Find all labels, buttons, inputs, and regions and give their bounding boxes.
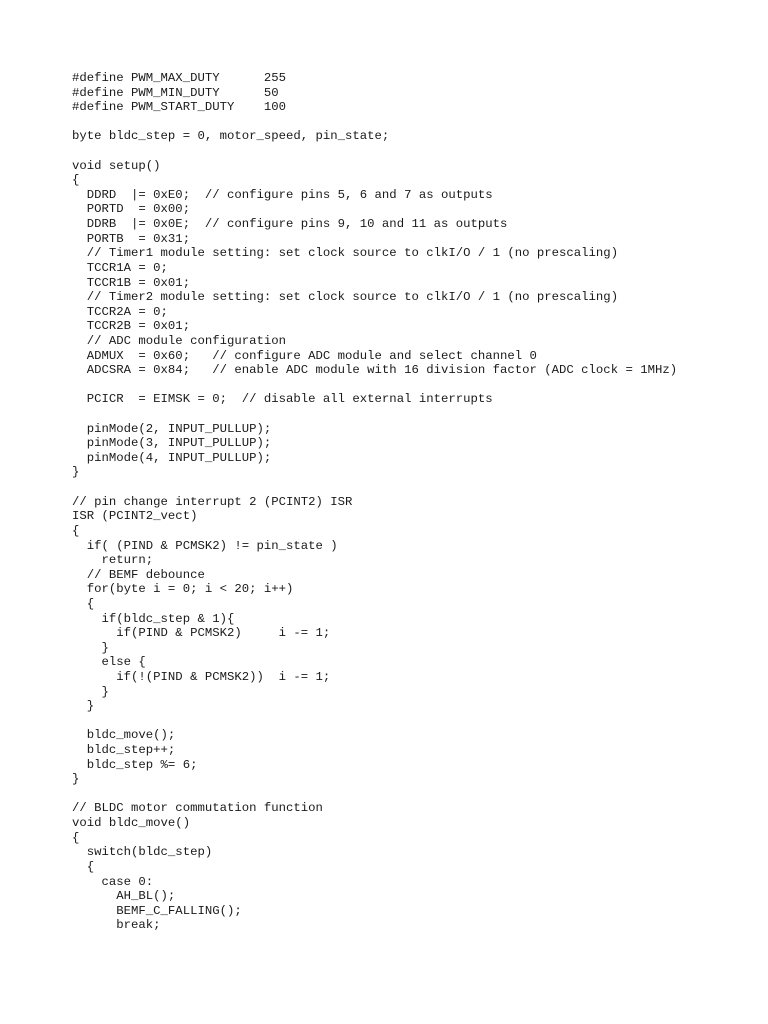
- code-line: PORTD = 0x00;: [72, 202, 191, 217]
- code-line: TCCR1B = 0x01;: [72, 275, 191, 290]
- code-line: BEMF_C_FALLING();: [72, 903, 242, 918]
- code-line: // Timer2 module setting: set clock source to clkI/O / 1 (no prescaling): [72, 290, 619, 305]
- code-line: case 0:: [72, 874, 154, 889]
- code-line: else {: [72, 655, 146, 670]
- code-line: TCCR2B = 0x01;: [72, 319, 191, 334]
- code-line: PORTB = 0x31;: [72, 231, 191, 246]
- code-line: bldc_step %= 6;: [72, 757, 198, 772]
- code-line: // BLDC motor commutation function: [72, 801, 323, 816]
- code-line: pinMode(2, INPUT_PULLUP);: [72, 421, 272, 436]
- code-line: [72, 407, 677, 422]
- code-line: }: [72, 465, 80, 480]
- code-line: {: [72, 596, 95, 611]
- code-line: // pin change interrupt 2 (PCINT2) ISR: [72, 494, 353, 509]
- code-line: return;: [72, 553, 154, 568]
- code-line: [72, 115, 677, 130]
- code-line: [72, 144, 677, 159]
- code-line: }: [72, 772, 80, 787]
- code-line: DDRD |= 0xE0; // configure pins 5, 6 and 7 as outputs: [72, 187, 493, 202]
- code-line: for(byte i = 0; i < 20; i++): [72, 582, 294, 597]
- code-line: void bldc_move(): [72, 816, 191, 831]
- code-line: {: [72, 859, 95, 874]
- code-line: // ADC module configuration: [72, 333, 287, 348]
- code-line: // Timer1 module setting: set clock source to clkI/O / 1 (no prescaling): [72, 246, 619, 261]
- code-line: {: [72, 523, 80, 538]
- code-line: switch(bldc_step): [72, 845, 213, 860]
- code-line: if(bldc_step & 1){: [72, 611, 235, 626]
- code-line: [72, 378, 677, 393]
- code-line: TCCR2A = 0;: [72, 304, 168, 319]
- code-line: void setup(): [72, 158, 161, 173]
- code-line: [72, 480, 677, 495]
- code-line: if(PIND & PCMSK2) i -= 1;: [72, 626, 331, 641]
- code-line: pinMode(3, INPUT_PULLUP);: [72, 436, 272, 451]
- code-line: ADMUX = 0x60; // configure ADC module and select channel 0: [72, 348, 537, 363]
- code-line: {: [72, 173, 80, 188]
- code-line: #define PWM_START_DUTY 100: [72, 100, 287, 115]
- code-line: // BEMF debounce: [72, 567, 205, 582]
- code-line: AH_BL();: [72, 889, 176, 904]
- code-line: if( (PIND & PCMSK2) != pin_state ): [72, 538, 338, 553]
- code-line: TCCR1A = 0;: [72, 260, 168, 275]
- code-listing: [72, 71, 677, 933]
- code-line: break;: [72, 918, 161, 933]
- code-line: }: [72, 699, 95, 714]
- code-line: PCICR = EIMSK = 0; // disable all external interrupts: [72, 392, 493, 407]
- code-line: ADCSRA = 0x84; // enable ADC module with 16 division factor (ADC clock = 1MHz): [72, 363, 678, 378]
- code-line: bldc_step++;: [72, 743, 176, 758]
- code-line: ISR (PCINT2_vect): [72, 509, 198, 524]
- code-line: }: [72, 684, 109, 699]
- code-line: #define PWM_MAX_DUTY 255: [72, 71, 287, 85]
- code-line: pinMode(4, INPUT_PULLUP);: [72, 450, 272, 465]
- code-line: [72, 787, 677, 802]
- code-line: {: [72, 830, 80, 845]
- code-line: byte bldc_step = 0, motor_speed, pin_state;: [72, 129, 390, 144]
- code-line: DDRB |= 0x0E; // configure pins 9, 10 and 11 as outputs: [72, 217, 508, 232]
- code-line: if(!(PIND & PCMSK2)) i -= 1;: [72, 669, 331, 684]
- code-line: #define PWM_MIN_DUTY 50: [72, 85, 279, 100]
- code-line: }: [72, 640, 109, 655]
- code-line: [72, 714, 677, 729]
- code-line: bldc_move();: [72, 728, 176, 743]
